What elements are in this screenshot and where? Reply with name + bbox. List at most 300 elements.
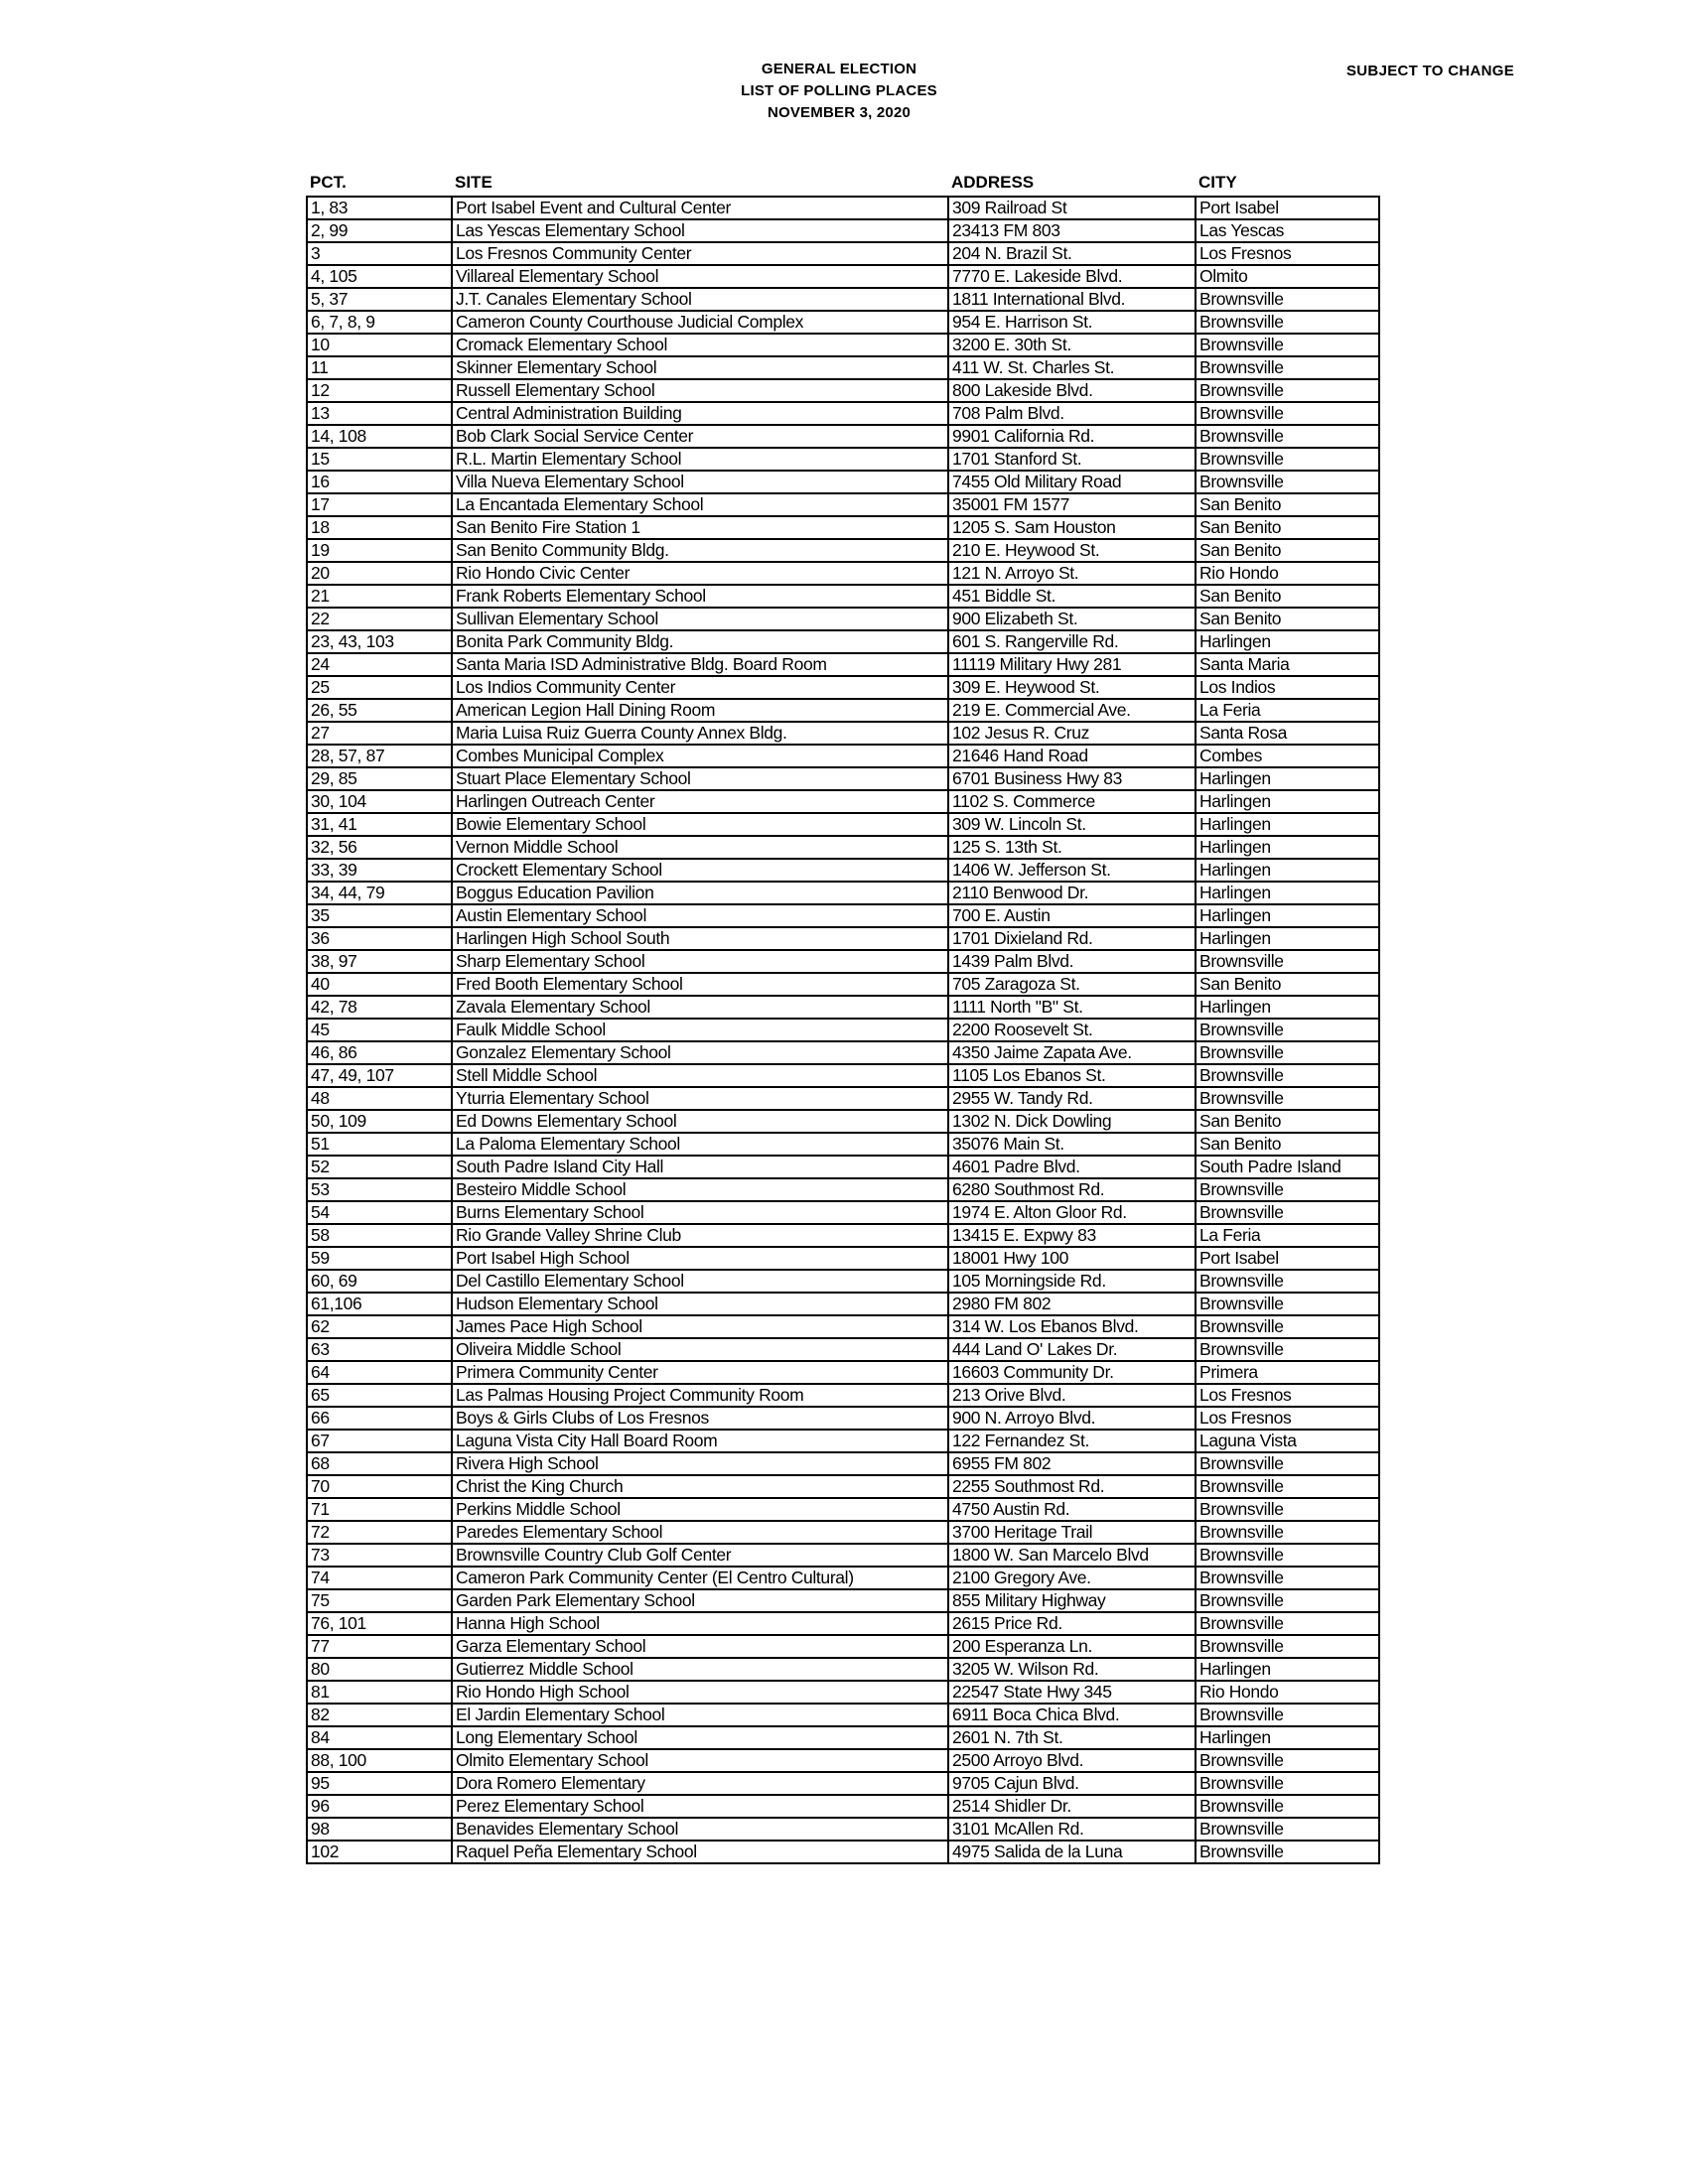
address-cell: 4750 Austin Rd.: [948, 1498, 1196, 1521]
table-row: [307, 493, 1379, 516]
precinct-cell: 2, 99: [307, 219, 452, 242]
address-cell: 411 W. St. Charles St.: [948, 356, 1196, 379]
site-cell: Gutierrez Middle School: [452, 1658, 948, 1681]
table-row: [307, 836, 1379, 859]
city-cell: Brownsville: [1196, 379, 1379, 402]
precinct-cell: 81: [307, 1681, 452, 1704]
precinct-cell: 31, 41: [307, 813, 452, 836]
table-row: [307, 927, 1379, 950]
city-cell: Harlingen: [1196, 790, 1379, 813]
precinct-cell: 22: [307, 608, 452, 630]
city-cell: Harlingen: [1196, 836, 1379, 859]
city-cell: Brownsville: [1196, 402, 1379, 425]
table-row: [307, 1567, 1379, 1589]
address-cell: 855 Military Highway: [948, 1589, 1196, 1612]
city-cell: Brownsville: [1196, 1475, 1379, 1498]
site-cell: Burns Elementary School: [452, 1201, 948, 1224]
precinct-cell: 84: [307, 1726, 452, 1749]
table-row: [307, 1156, 1379, 1178]
precinct-cell: 24: [307, 653, 452, 676]
table-row: [307, 265, 1379, 288]
table-row: [307, 1430, 1379, 1452]
city-cell: San Benito: [1196, 608, 1379, 630]
address-cell: 309 E. Heywood St.: [948, 676, 1196, 699]
city-cell: San Benito: [1196, 1133, 1379, 1156]
table-row: [307, 608, 1379, 630]
precinct-cell: 32, 56: [307, 836, 452, 859]
precinct-cell: 40: [307, 973, 452, 996]
table-row: [307, 676, 1379, 699]
address-cell: 2200 Roosevelt St.: [948, 1019, 1196, 1041]
address-cell: 210 E. Heywood St.: [948, 539, 1196, 562]
site-cell: Harlingen Outreach Center: [452, 790, 948, 813]
address-cell: 444 Land O' Lakes Dr.: [948, 1338, 1196, 1361]
precinct-cell: 34, 44, 79: [307, 882, 452, 904]
city-cell: San Benito: [1196, 1110, 1379, 1133]
address-cell: 705 Zaragoza St.: [948, 973, 1196, 996]
city-cell: Harlingen: [1196, 882, 1379, 904]
precinct-cell: 30, 104: [307, 790, 452, 813]
precinct-cell: 25: [307, 676, 452, 699]
table-row: [307, 1384, 1379, 1407]
address-cell: 23413 FM 803: [948, 219, 1196, 242]
site-cell: Stell Middle School: [452, 1064, 948, 1087]
precinct-cell: 18: [307, 516, 452, 539]
city-cell: Brownsville: [1196, 1612, 1379, 1635]
city-cell: Brownsville: [1196, 356, 1379, 379]
table-row: [307, 1589, 1379, 1612]
city-cell: Brownsville: [1196, 1749, 1379, 1772]
site-cell: Hudson Elementary School: [452, 1293, 948, 1315]
city-cell: La Feria: [1196, 1224, 1379, 1247]
table-row: [307, 1178, 1379, 1201]
precinct-cell: 23, 43, 103: [307, 630, 452, 653]
address-cell: 22547 State Hwy 345: [948, 1681, 1196, 1704]
precinct-cell: 45: [307, 1019, 452, 1041]
polling-places-table: [306, 196, 1380, 1864]
site-cell: Santa Maria ISD Administrative Bldg. Board Room: [452, 653, 948, 676]
table-row: [307, 242, 1379, 265]
precinct-cell: 63: [307, 1338, 452, 1361]
city-cell: Brownsville: [1196, 1521, 1379, 1544]
city-cell: Port Isabel: [1196, 197, 1379, 219]
address-cell: 954 E. Harrison St.: [948, 311, 1196, 334]
site-cell: Ed Downs Elementary School: [452, 1110, 948, 1133]
site-cell: Combes Municipal Complex: [452, 745, 948, 767]
precinct-cell: 73: [307, 1544, 452, 1567]
address-cell: 2100 Gregory Ave.: [948, 1567, 1196, 1589]
precinct-cell: 77: [307, 1635, 452, 1658]
address-cell: 105 Morningside Rd.: [948, 1270, 1196, 1293]
city-cell: Brownsville: [1196, 1019, 1379, 1041]
address-cell: 1102 S. Commerce: [948, 790, 1196, 813]
precinct-cell: 16: [307, 471, 452, 493]
address-cell: 2955 W. Tandy Rd.: [948, 1087, 1196, 1110]
table-row: [307, 585, 1379, 608]
precinct-cell: 60, 69: [307, 1270, 452, 1293]
address-cell: 3200 E. 30th St.: [948, 334, 1196, 356]
address-cell: 6955 FM 802: [948, 1452, 1196, 1475]
table-row: [307, 630, 1379, 653]
city-cell: Brownsville: [1196, 1270, 1379, 1293]
table-column-headers: [307, 171, 1377, 197]
city-cell: Olmito: [1196, 265, 1379, 288]
city-cell: Brownsville: [1196, 1772, 1379, 1795]
column-header-address: ADDRESS: [951, 173, 1035, 192]
precinct-cell: 47, 49, 107: [307, 1064, 452, 1087]
address-cell: 1205 S. Sam Houston: [948, 516, 1196, 539]
precinct-cell: 72: [307, 1521, 452, 1544]
site-cell: Bonita Park Community Bldg.: [452, 630, 948, 653]
address-cell: 35001 FM 1577: [948, 493, 1196, 516]
precinct-cell: 59: [307, 1247, 452, 1270]
precinct-cell: 80: [307, 1658, 452, 1681]
precinct-cell: 19: [307, 539, 452, 562]
address-cell: 16603 Community Dr.: [948, 1361, 1196, 1384]
site-cell: South Padre Island City Hall: [452, 1156, 948, 1178]
table-row: [307, 1818, 1379, 1841]
table-row: [307, 859, 1379, 882]
table-row: [307, 1772, 1379, 1795]
site-cell: Port Isabel High School: [452, 1247, 948, 1270]
table-row: [307, 1338, 1379, 1361]
address-cell: 125 S. 13th St.: [948, 836, 1196, 859]
precinct-cell: 17: [307, 493, 452, 516]
table-row: [307, 197, 1379, 219]
site-cell: J.T. Canales Elementary School: [452, 288, 948, 311]
column-header-site: SITE: [455, 173, 492, 192]
table-row: [307, 1612, 1379, 1635]
precinct-cell: 33, 39: [307, 859, 452, 882]
address-cell: 2615 Price Rd.: [948, 1612, 1196, 1635]
precinct-cell: 70: [307, 1475, 452, 1498]
table-row: [307, 379, 1379, 402]
city-cell: Brownsville: [1196, 471, 1379, 493]
address-cell: 102 Jesus R. Cruz: [948, 722, 1196, 745]
address-cell: 9901 California Rd.: [948, 425, 1196, 448]
document-title: [640, 59, 1038, 124]
precinct-cell: 96: [307, 1795, 452, 1818]
column-header-city: CITY: [1198, 173, 1237, 192]
city-cell: Harlingen: [1196, 1658, 1379, 1681]
address-cell: 309 Railroad St: [948, 197, 1196, 219]
city-cell: Los Fresnos: [1196, 1407, 1379, 1430]
city-cell: San Benito: [1196, 539, 1379, 562]
table-row: [307, 767, 1379, 790]
address-cell: 700 E. Austin: [948, 904, 1196, 927]
address-cell: 219 E. Commercial Ave.: [948, 699, 1196, 722]
site-cell: Perkins Middle School: [452, 1498, 948, 1521]
precinct-cell: 64: [307, 1361, 452, 1384]
table-row: [307, 1726, 1379, 1749]
table-row: [307, 516, 1379, 539]
title-line-list: LIST OF POLLING PLACES: [741, 82, 937, 99]
address-cell: 309 W. Lincoln St.: [948, 813, 1196, 836]
table-row: [307, 653, 1379, 676]
site-cell: Perez Elementary School: [452, 1795, 948, 1818]
city-cell: Santa Rosa: [1196, 722, 1379, 745]
precinct-cell: 67: [307, 1430, 452, 1452]
city-cell: Laguna Vista: [1196, 1430, 1379, 1452]
precinct-cell: 10: [307, 334, 452, 356]
table-row: [307, 1133, 1379, 1156]
precinct-cell: 13: [307, 402, 452, 425]
precinct-cell: 88, 100: [307, 1749, 452, 1772]
table-row: [307, 1201, 1379, 1224]
table-row: [307, 1841, 1379, 1863]
site-cell: Vernon Middle School: [452, 836, 948, 859]
city-cell: Brownsville: [1196, 1544, 1379, 1567]
site-cell: San Benito Fire Station 1: [452, 516, 948, 539]
site-cell: Del Castillo Elementary School: [452, 1270, 948, 1293]
city-cell: Brownsville: [1196, 1064, 1379, 1087]
site-cell: Russell Elementary School: [452, 379, 948, 402]
title-line-date: NOVEMBER 3, 2020: [767, 104, 912, 121]
city-cell: Brownsville: [1196, 1704, 1379, 1726]
city-cell: Harlingen: [1196, 996, 1379, 1019]
site-cell: Gonzalez Elementary School: [452, 1041, 948, 1064]
precinct-cell: 46, 86: [307, 1041, 452, 1064]
address-cell: 2500 Arroyo Blvd.: [948, 1749, 1196, 1772]
address-cell: 2110 Benwood Dr.: [948, 882, 1196, 904]
table-row: [307, 311, 1379, 334]
site-cell: Cromack Elementary School: [452, 334, 948, 356]
site-cell: Fred Booth Elementary School: [452, 973, 948, 996]
address-cell: 2255 Southmost Rd.: [948, 1475, 1196, 1498]
table-row: [307, 1452, 1379, 1475]
site-cell: Dora Romero Elementary: [452, 1772, 948, 1795]
site-cell: Rivera High School: [452, 1452, 948, 1475]
site-cell: Laguna Vista City Hall Board Room: [452, 1430, 948, 1452]
table-row: [307, 402, 1379, 425]
table-row: [307, 1544, 1379, 1567]
address-cell: 6701 Business Hwy 83: [948, 767, 1196, 790]
city-cell: San Benito: [1196, 493, 1379, 516]
site-cell: La Encantada Elementary School: [452, 493, 948, 516]
city-cell: Brownsville: [1196, 1635, 1379, 1658]
site-cell: Hanna High School: [452, 1612, 948, 1635]
site-cell: Bob Clark Social Service Center: [452, 425, 948, 448]
precinct-cell: 52: [307, 1156, 452, 1178]
address-cell: 200 Esperanza Ln.: [948, 1635, 1196, 1658]
city-cell: Brownsville: [1196, 1795, 1379, 1818]
precinct-cell: 15: [307, 448, 452, 471]
address-cell: 7455 Old Military Road: [948, 471, 1196, 493]
address-cell: 2980 FM 802: [948, 1293, 1196, 1315]
site-cell: La Paloma Elementary School: [452, 1133, 948, 1156]
table-row: [307, 334, 1379, 356]
address-cell: 1302 N. Dick Dowling: [948, 1110, 1196, 1133]
table-row: [307, 1407, 1379, 1430]
address-cell: 9705 Cajun Blvd.: [948, 1772, 1196, 1795]
city-cell: Harlingen: [1196, 904, 1379, 927]
precinct-cell: 54: [307, 1201, 452, 1224]
site-cell: Garden Park Elementary School: [452, 1589, 948, 1612]
precinct-cell: 35: [307, 904, 452, 927]
precinct-cell: 3: [307, 242, 452, 265]
precinct-cell: 5, 37: [307, 288, 452, 311]
table-row: [307, 904, 1379, 927]
table-row: [307, 790, 1379, 813]
city-cell: Harlingen: [1196, 927, 1379, 950]
address-cell: 7770 E. Lakeside Blvd.: [948, 265, 1196, 288]
site-cell: Rio Hondo Civic Center: [452, 562, 948, 585]
table-row: [307, 539, 1379, 562]
address-cell: 11119 Military Hwy 281: [948, 653, 1196, 676]
table-row: [307, 1681, 1379, 1704]
table-row: [307, 882, 1379, 904]
site-cell: Faulk Middle School: [452, 1019, 948, 1041]
address-cell: 4601 Padre Blvd.: [948, 1156, 1196, 1178]
site-cell: Cameron Park Community Center (El Centro Cultural): [452, 1567, 948, 1589]
address-cell: 800 Lakeside Blvd.: [948, 379, 1196, 402]
city-cell: Brownsville: [1196, 1498, 1379, 1521]
city-cell: San Benito: [1196, 585, 1379, 608]
precinct-cell: 29, 85: [307, 767, 452, 790]
address-cell: 6911 Boca Chica Blvd.: [948, 1704, 1196, 1726]
precinct-cell: 66: [307, 1407, 452, 1430]
precinct-cell: 102: [307, 1841, 452, 1863]
table-row: [307, 1704, 1379, 1726]
address-cell: 601 S. Rangerville Rd.: [948, 630, 1196, 653]
address-cell: 451 Biddle St.: [948, 585, 1196, 608]
city-cell: Harlingen: [1196, 859, 1379, 882]
table-row: [307, 1293, 1379, 1315]
site-cell: Olmito Elementary School: [452, 1749, 948, 1772]
city-cell: Brownsville: [1196, 288, 1379, 311]
precinct-cell: 61,106: [307, 1293, 452, 1315]
site-cell: Los Fresnos Community Center: [452, 242, 948, 265]
table-row: [307, 562, 1379, 585]
site-cell: Sullivan Elementary School: [452, 608, 948, 630]
precinct-cell: 51: [307, 1133, 452, 1156]
table-row: [307, 219, 1379, 242]
table-row: [307, 1270, 1379, 1293]
city-cell: Brownsville: [1196, 425, 1379, 448]
city-cell: Brownsville: [1196, 1818, 1379, 1841]
address-cell: 4975 Salida de la Luna: [948, 1841, 1196, 1863]
city-cell: Brownsville: [1196, 448, 1379, 471]
table-row: [307, 425, 1379, 448]
precinct-cell: 71: [307, 1498, 452, 1521]
site-cell: Zavala Elementary School: [452, 996, 948, 1019]
table-row: [307, 1224, 1379, 1247]
address-cell: 4350 Jaime Zapata Ave.: [948, 1041, 1196, 1064]
table-row: [307, 1498, 1379, 1521]
address-cell: 3700 Heritage Trail: [948, 1521, 1196, 1544]
table-row: [307, 996, 1379, 1019]
precinct-cell: 38, 97: [307, 950, 452, 973]
address-cell: 204 N. Brazil St.: [948, 242, 1196, 265]
table-row: [307, 1749, 1379, 1772]
site-cell: Port Isabel Event and Cultural Center: [452, 197, 948, 219]
site-cell: Sharp Elementary School: [452, 950, 948, 973]
city-cell: San Benito: [1196, 516, 1379, 539]
precinct-cell: 98: [307, 1818, 452, 1841]
address-cell: 1974 E. Alton Gloor Rd.: [948, 1201, 1196, 1224]
polling-places-table-body: [307, 197, 1379, 1863]
address-cell: 213 Orive Blvd.: [948, 1384, 1196, 1407]
address-cell: 1406 W. Jefferson St.: [948, 859, 1196, 882]
address-cell: 900 N. Arroyo Blvd.: [948, 1407, 1196, 1430]
city-cell: Los Indios: [1196, 676, 1379, 699]
site-cell: Rio Grande Valley Shrine Club: [452, 1224, 948, 1247]
city-cell: Brownsville: [1196, 1178, 1379, 1201]
subject-to-change-notice: SUBJECT TO CHANGE: [1346, 63, 1515, 79]
site-cell: El Jardin Elementary School: [452, 1704, 948, 1726]
city-cell: South Padre Island: [1196, 1156, 1379, 1178]
precinct-cell: 28, 57, 87: [307, 745, 452, 767]
table-row: [307, 1019, 1379, 1041]
city-cell: Brownsville: [1196, 1589, 1379, 1612]
table-row: [307, 288, 1379, 311]
site-cell: Bowie Elementary School: [452, 813, 948, 836]
address-cell: 18001 Hwy 100: [948, 1247, 1196, 1270]
city-cell: Brownsville: [1196, 1315, 1379, 1338]
address-cell: 900 Elizabeth St.: [948, 608, 1196, 630]
site-cell: Christ the King Church: [452, 1475, 948, 1498]
precinct-cell: 74: [307, 1567, 452, 1589]
city-cell: Brownsville: [1196, 1201, 1379, 1224]
city-cell: La Feria: [1196, 699, 1379, 722]
address-cell: 3205 W. Wilson Rd.: [948, 1658, 1196, 1681]
table-row: [307, 1475, 1379, 1498]
precinct-cell: 50, 109: [307, 1110, 452, 1133]
address-cell: 13415 E. Expwy 83: [948, 1224, 1196, 1247]
city-cell: Harlingen: [1196, 767, 1379, 790]
address-cell: 314 W. Los Ebanos Blvd.: [948, 1315, 1196, 1338]
address-cell: 1439 Palm Blvd.: [948, 950, 1196, 973]
site-cell: Boggus Education Pavilion: [452, 882, 948, 904]
site-cell: Stuart Place Elementary School: [452, 767, 948, 790]
address-cell: 2601 N. 7th St.: [948, 1726, 1196, 1749]
precinct-cell: 58: [307, 1224, 452, 1247]
city-cell: Brownsville: [1196, 1841, 1379, 1863]
precinct-cell: 12: [307, 379, 452, 402]
city-cell: Las Yescas: [1196, 219, 1379, 242]
city-cell: Primera: [1196, 1361, 1379, 1384]
table-row: [307, 1795, 1379, 1818]
address-cell: 3101 McAllen Rd.: [948, 1818, 1196, 1841]
site-cell: San Benito Community Bldg.: [452, 539, 948, 562]
city-cell: Brownsville: [1196, 1338, 1379, 1361]
table-row: [307, 1087, 1379, 1110]
site-cell: Central Administration Building: [452, 402, 948, 425]
table-row: [307, 813, 1379, 836]
site-cell: Benavides Elementary School: [452, 1818, 948, 1841]
table-row: [307, 356, 1379, 379]
table-row: [307, 973, 1379, 996]
table-row: [307, 1110, 1379, 1133]
city-cell: Port Isabel: [1196, 1247, 1379, 1270]
city-cell: Rio Hondo: [1196, 562, 1379, 585]
table-row: [307, 1247, 1379, 1270]
city-cell: Brownsville: [1196, 950, 1379, 973]
site-cell: Frank Roberts Elementary School: [452, 585, 948, 608]
precinct-cell: 82: [307, 1704, 452, 1726]
table-row: [307, 1064, 1379, 1087]
address-cell: 122 Fernandez St.: [948, 1430, 1196, 1452]
city-cell: Harlingen: [1196, 630, 1379, 653]
address-cell: 35076 Main St.: [948, 1133, 1196, 1156]
precinct-cell: 21: [307, 585, 452, 608]
address-cell: 1111 North "B" St.: [948, 996, 1196, 1019]
precinct-cell: 65: [307, 1384, 452, 1407]
site-cell: Paredes Elementary School: [452, 1521, 948, 1544]
site-cell: Los Indios Community Center: [452, 676, 948, 699]
site-cell: Raquel Peña Elementary School: [452, 1841, 948, 1863]
address-cell: 1105 Los Ebanos St.: [948, 1064, 1196, 1087]
